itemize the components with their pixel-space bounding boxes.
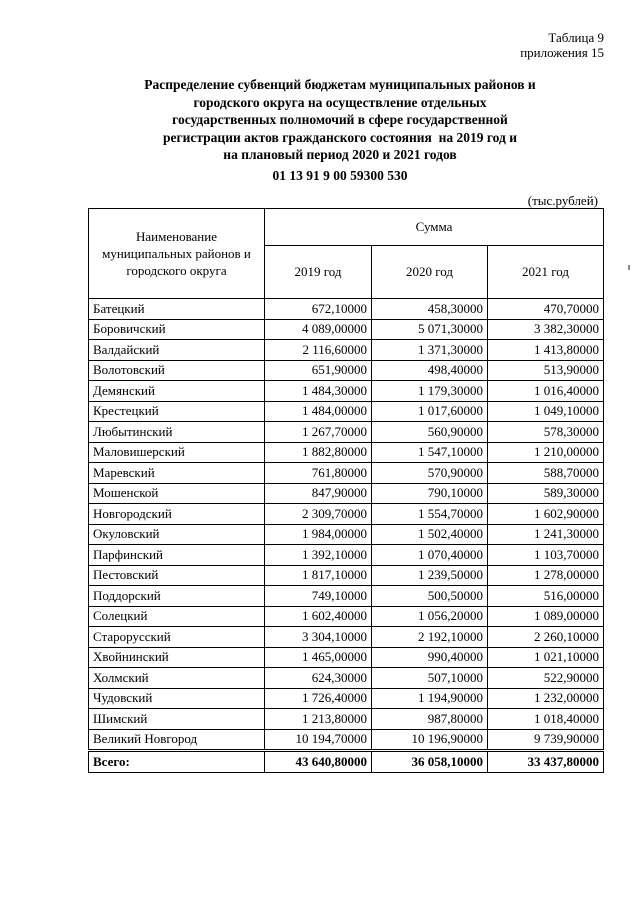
- value-2020: 2 192,10000: [372, 627, 488, 648]
- district-name: Валдайский: [89, 340, 265, 361]
- subvention-table: [88, 208, 604, 773]
- value-2020: 1 017,60000: [372, 401, 488, 422]
- value-2021: 1 089,00000: [488, 606, 604, 627]
- value-2020: 987,80000: [372, 709, 488, 730]
- table-row: [89, 319, 604, 340]
- value-2020: 500,50000: [372, 586, 488, 607]
- table-number: Таблица 9: [548, 30, 604, 45]
- value-2020: 1 547,10000: [372, 442, 488, 463]
- header-year-2021: 2021 год: [488, 246, 604, 299]
- header-year-2019: 2019 год: [265, 246, 372, 299]
- value-2019: 672,10000: [265, 299, 372, 320]
- value-2021: 1 413,80000: [488, 340, 604, 361]
- table-row: [89, 729, 604, 751]
- district-name: Боровичский: [89, 319, 265, 340]
- value-2021: 1 021,10000: [488, 647, 604, 668]
- value-2019: 1 484,00000: [265, 401, 372, 422]
- value-2020: 1 179,30000: [372, 381, 488, 402]
- value-2019: 1 882,80000: [265, 442, 372, 463]
- document-title: [100, 76, 580, 164]
- value-2020: 1 194,90000: [372, 688, 488, 709]
- district-name: Новгородский: [89, 504, 265, 525]
- table-row: [89, 565, 604, 586]
- table-row: [89, 709, 604, 730]
- table-row: [89, 545, 604, 566]
- value-2020: 498,40000: [372, 360, 488, 381]
- value-2019: 847,90000: [265, 483, 372, 504]
- value-2019: 749,10000: [265, 586, 372, 607]
- table-row: [89, 524, 604, 545]
- district-name: Окуловский: [89, 524, 265, 545]
- value-2021: 1 232,00000: [488, 688, 604, 709]
- value-2021: 1 049,10000: [488, 401, 604, 422]
- value-2021: 588,70000: [488, 463, 604, 484]
- district-name: Волотовский: [89, 360, 265, 381]
- header-name: Наименование муниципальных районов и городского округа: [89, 209, 265, 299]
- district-name: Пестовский: [89, 565, 265, 586]
- value-2020: 1 070,40000: [372, 545, 488, 566]
- value-2020: 458,30000: [372, 299, 488, 320]
- district-name: Батецкий: [89, 299, 265, 320]
- value-2021: 1 018,40000: [488, 709, 604, 730]
- value-2021: 589,30000: [488, 483, 604, 504]
- table-row: [89, 688, 604, 709]
- table-row: [89, 647, 604, 668]
- value-2021: 3 382,30000: [488, 319, 604, 340]
- title-line-4: регистрации актов гражданского состояния на 2019 год и: [162, 129, 518, 145]
- district-name: Великий Новгород: [89, 729, 265, 751]
- table-row: [89, 586, 604, 607]
- title-line-5: на плановый период 2020 и 2021 годов: [223, 147, 457, 162]
- value-2020: 560,90000: [372, 422, 488, 443]
- value-2019: 3 304,10000: [265, 627, 372, 648]
- table-row: [89, 442, 604, 463]
- header-year-2020: 2020 год: [372, 246, 488, 299]
- appendix-number: приложения 15: [520, 45, 604, 60]
- value-2021: 2 260,10000: [488, 627, 604, 648]
- value-2021: 470,70000: [488, 299, 604, 320]
- table-row: [89, 483, 604, 504]
- table-row: [89, 299, 604, 320]
- table-row: [89, 668, 604, 689]
- value-2021: 578,30000: [488, 422, 604, 443]
- value-2020: 1 502,40000: [372, 524, 488, 545]
- value-2019: 651,90000: [265, 360, 372, 381]
- table-row: [89, 504, 604, 525]
- table-reference: [520, 30, 604, 60]
- value-2021: 1 103,70000: [488, 545, 604, 566]
- value-2019: 1 392,10000: [265, 545, 372, 566]
- total-2019: 43 640,80000: [265, 751, 372, 773]
- value-2020: 5 071,30000: [372, 319, 488, 340]
- value-2020: 990,40000: [372, 647, 488, 668]
- table-row: [89, 381, 604, 402]
- district-name: Старорусский: [89, 627, 265, 648]
- value-2019: 1 267,70000: [265, 422, 372, 443]
- table-row: [89, 606, 604, 627]
- value-2019: 1 984,00000: [265, 524, 372, 545]
- district-name: Демянский: [89, 381, 265, 402]
- value-2019: 1 602,40000: [265, 606, 372, 627]
- value-2019: 2 116,60000: [265, 340, 372, 361]
- value-2021: 1 016,40000: [488, 381, 604, 402]
- value-2020: 1 056,20000: [372, 606, 488, 627]
- district-name: Шимский: [89, 709, 265, 730]
- district-name: Мошенской: [89, 483, 265, 504]
- value-2019: 1 726,40000: [265, 688, 372, 709]
- value-2019: 2 309,70000: [265, 504, 372, 525]
- total-label: Всего:: [89, 751, 265, 773]
- budget-code: 01 13 91 9 00 59300 530: [272, 168, 408, 183]
- district-name: Поддорский: [89, 586, 265, 607]
- table-row: [89, 360, 604, 381]
- title-line-1: Распределение субвенций бюджетам муниципальных районов и: [144, 77, 536, 92]
- value-2021: 513,90000: [488, 360, 604, 381]
- value-2019: 761,80000: [265, 463, 372, 484]
- total-2020: 36 058,10000: [372, 751, 488, 773]
- table-row: [89, 401, 604, 422]
- value-2021: 1 278,00000: [488, 565, 604, 586]
- total-2021: 33 437,80000: [488, 751, 604, 773]
- table-row: [89, 627, 604, 648]
- unit-label: (тыс.рублей): [527, 193, 598, 208]
- district-name: Хвойнинский: [89, 647, 265, 668]
- district-name: Крестецкий: [89, 401, 265, 422]
- value-2021: 1 210,00000: [488, 442, 604, 463]
- value-2020: 1 554,70000: [372, 504, 488, 525]
- table-row: [89, 463, 604, 484]
- table-row: [89, 340, 604, 361]
- header-sum: Сумма: [265, 209, 604, 246]
- value-2019: 1 484,30000: [265, 381, 372, 402]
- value-2019: 1 817,10000: [265, 565, 372, 586]
- value-2021: 9 739,90000: [488, 729, 604, 751]
- value-2019: 10 194,70000: [265, 729, 372, 751]
- value-2021: 516,00000: [488, 586, 604, 607]
- district-name: Парфинский: [89, 545, 265, 566]
- district-name: Маревский: [89, 463, 265, 484]
- value-2019: 4 089,00000: [265, 319, 372, 340]
- value-2021: 1 602,90000: [488, 504, 604, 525]
- value-2019: 624,30000: [265, 668, 372, 689]
- value-2020: 1 239,50000: [372, 565, 488, 586]
- value-2020: 1 371,30000: [372, 340, 488, 361]
- district-name: Солецкий: [89, 606, 265, 627]
- scan-mark: [628, 265, 630, 270]
- value-2019: 1 465,00000: [265, 647, 372, 668]
- title-line-2: городского округа на осуществление отдельных: [193, 94, 487, 110]
- value-2021: 522,90000: [488, 668, 604, 689]
- table-body: [89, 299, 604, 751]
- district-name: Чудовский: [89, 688, 265, 709]
- district-name: Любытинский: [89, 422, 265, 443]
- title-line-3: государственных полномочий в сфере государственной: [172, 112, 508, 127]
- value-2020: 570,90000: [372, 463, 488, 484]
- value-2020: 790,10000: [372, 483, 488, 504]
- value-2020: 10 196,90000: [372, 729, 488, 751]
- table-row: [89, 422, 604, 443]
- district-name: Холмский: [89, 668, 265, 689]
- value-2021: 1 241,30000: [488, 524, 604, 545]
- district-name: Маловишерский: [89, 442, 265, 463]
- value-2020: 507,10000: [372, 668, 488, 689]
- value-2019: 1 213,80000: [265, 709, 372, 730]
- total-row: [89, 751, 604, 773]
